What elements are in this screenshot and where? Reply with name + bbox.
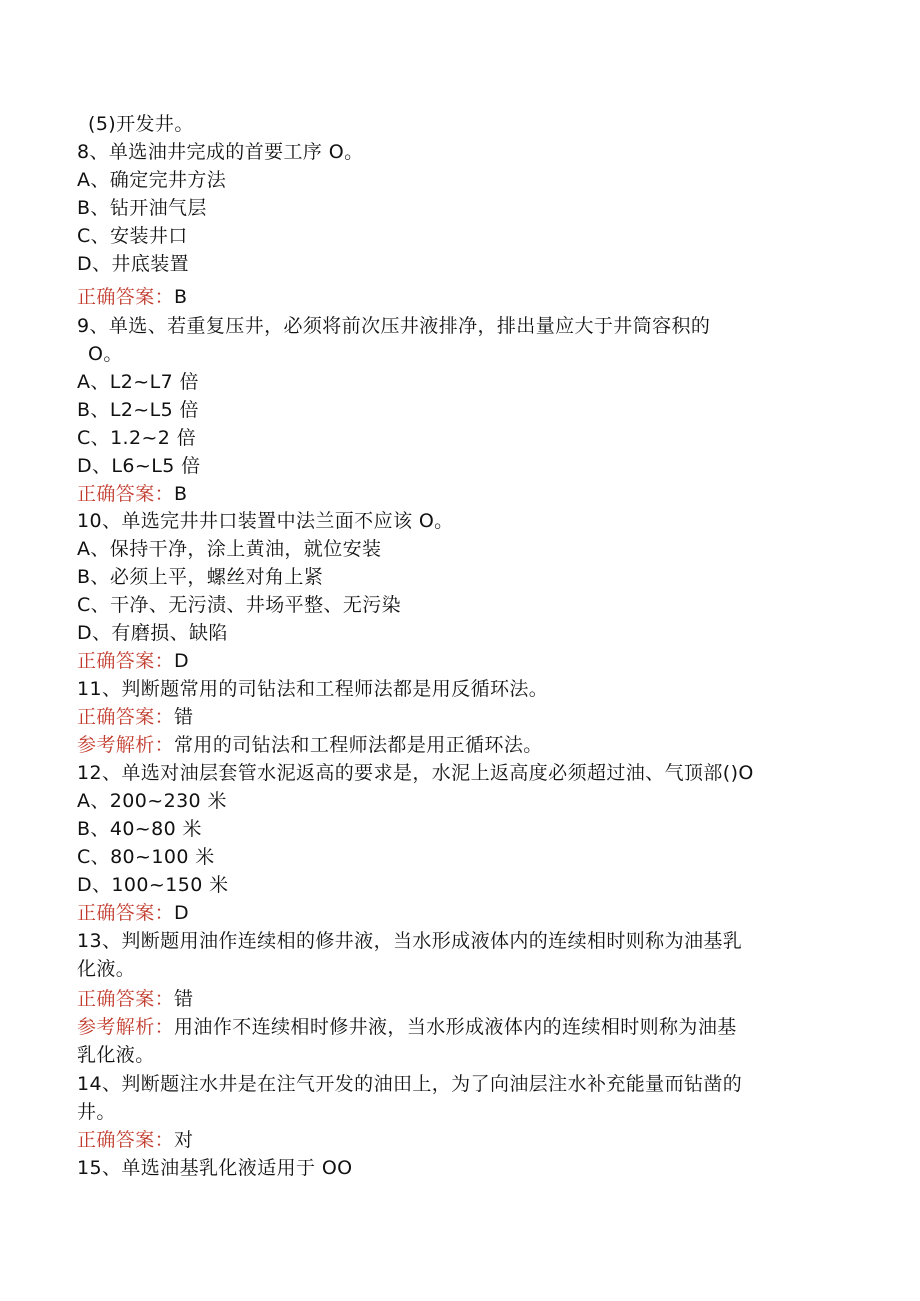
question-14: 14、判断题注水井是在注气开发的油田上，为了向油层注水补充能量而钻凿的	[77, 1073, 743, 1095]
question-10: 10、单选完井井口装置中法兰面不应该 O。	[77, 510, 454, 532]
answer-line	[77, 284, 187, 310]
answer-value: 对	[174, 1129, 194, 1151]
question-15: 15、单选油基乳化液适用于 OO	[77, 1157, 353, 1179]
answer-line	[77, 481, 187, 507]
question-8: 8、单选油井完成的首要工序 O。	[77, 141, 364, 163]
explanation-line	[77, 732, 543, 758]
explanation-text: 用油作不连续相时修井液，当水形成液体内的连续相时则称为油基	[174, 1016, 737, 1038]
question-13-cont: 化液。	[77, 958, 136, 980]
question-9: 9、单选、若重复压井，必须将前次压井液排净，排出量应大于井筒容积的	[77, 315, 711, 337]
explanation-line	[77, 1014, 737, 1040]
question-12: 12、单选对油层套管水泥返高的要求是，水泥上返高度必须超过油、气顶部()O	[77, 762, 754, 784]
answer-label: 正确答案：	[77, 706, 175, 728]
answer-label: 正确答案：	[77, 988, 175, 1010]
answer-line	[77, 704, 193, 730]
option-d: D、100~150 米	[77, 874, 229, 896]
answer-line	[77, 986, 193, 1012]
answer-line	[77, 1127, 193, 1153]
option-c: C、安装井口	[77, 225, 188, 247]
option-b: B、钻开油气层	[77, 197, 207, 219]
option-c: C、80~100 米	[77, 846, 215, 868]
explanation-label: 参考解析：	[77, 1016, 175, 1038]
answer-value: B	[174, 483, 188, 505]
answer-label: 正确答案：	[77, 650, 175, 672]
option-a: A、保持干净，涂上黄油，就位安装	[77, 538, 382, 560]
option-a: A、L2~L7 倍	[77, 371, 199, 393]
answer-label: 正确答案：	[77, 286, 175, 308]
explanation-text: 常用的司钻法和工程师法都是用正循环法。	[174, 734, 543, 756]
option-a: A、200~230 米	[77, 790, 227, 812]
answer-value: D	[174, 650, 190, 672]
answer-label: 正确答案：	[77, 483, 175, 505]
question-11: 11、判断题常用的司钻法和工程师法都是用反循环法。	[77, 678, 549, 700]
option-d: D、有磨损、缺陷	[77, 622, 228, 644]
answer-value: D	[174, 902, 190, 924]
question-14-cont: 井。	[77, 1101, 116, 1123]
option-c: C、干净、无污渍、井场平整、无污染	[77, 594, 402, 616]
answer-value: B	[174, 286, 188, 308]
option-b: B、必须上平，螺丝对角上紧	[77, 566, 324, 588]
answer-value: 错	[174, 706, 194, 728]
option-b: B、L2~L5 倍	[77, 399, 199, 421]
option-d: D、L6~L5 倍	[77, 455, 201, 477]
answer-line	[77, 900, 189, 926]
answer-value: 错	[174, 988, 194, 1010]
text-line: (5)开发井。	[88, 113, 194, 135]
option-c: C、1.2~2 倍	[77, 427, 197, 449]
question-13: 13、判断题用油作连续相的修井液，当水形成液体内的连续相时则称为油基乳	[77, 930, 743, 952]
option-b: B、40~80 米	[77, 818, 202, 840]
answer-label: 正确答案：	[77, 902, 175, 924]
question-9-cont: O。	[88, 343, 123, 365]
answer-label: 正确答案：	[77, 1129, 175, 1151]
explanation-label: 参考解析：	[77, 734, 175, 756]
option-d: D、井底装置	[77, 253, 190, 275]
explanation-cont: 乳化液。	[77, 1044, 155, 1066]
answer-line	[77, 648, 189, 674]
option-a: A、确定完井方法	[77, 169, 227, 191]
